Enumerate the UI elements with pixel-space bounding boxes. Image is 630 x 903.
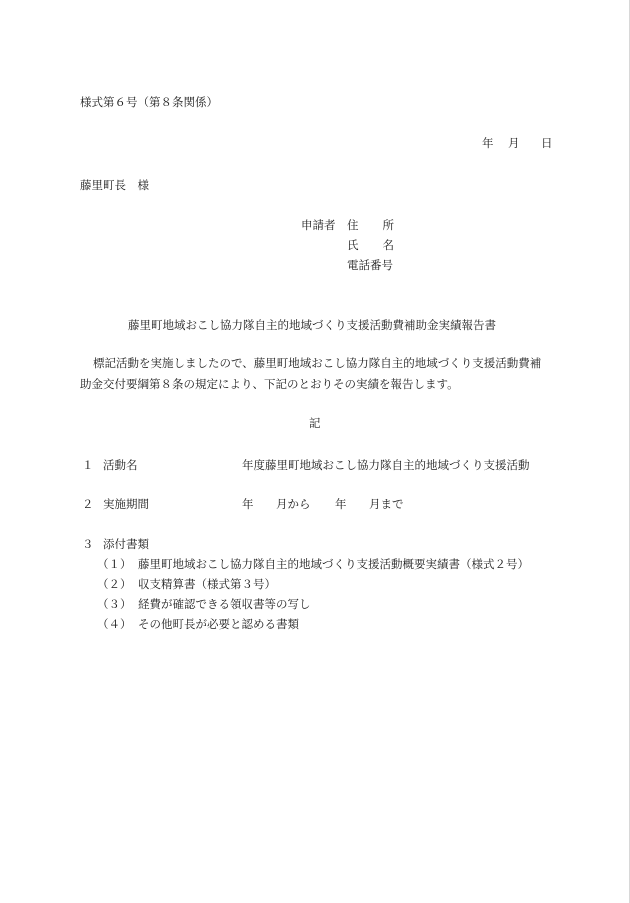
form-number: 様式第６号（第８条関係） xyxy=(80,95,218,109)
activity-name-label: 活動名 xyxy=(103,458,138,472)
document-title: 藤里町地域おこし協力隊自主的地域づくり支援活動費補助金実績報告書 xyxy=(128,318,496,332)
address-label-char: 所 xyxy=(382,218,394,232)
body-text-line: 標記活動を実施しましたので、藤里町地域おこし協力隊自主的地域づくり支援活動費補 xyxy=(93,356,542,370)
date-day-label: 日 xyxy=(541,136,553,150)
attachment-number: （２） xyxy=(97,577,132,591)
attachment-number: （３） xyxy=(97,597,132,611)
date-year-label: 年 xyxy=(482,136,494,150)
applicant-label: 申請者 xyxy=(301,218,336,232)
name-label-char: 氏 xyxy=(347,238,359,252)
attachments-label: 添付書類 xyxy=(103,537,149,551)
date-month-label: 月 xyxy=(508,136,520,150)
phone-label: 電話番号 xyxy=(347,258,393,272)
body-text-line: 助金交付要綱第８条の規定により、下記のとおりその実績を報告します。 xyxy=(80,377,459,391)
item-number: １ xyxy=(82,458,94,472)
address-label-char: 住 xyxy=(347,218,359,232)
addressee: 藤里町長 様 xyxy=(80,178,149,192)
name-label xyxy=(347,240,394,252)
period-end-month: 月まで xyxy=(369,497,404,511)
attachment-number: （４） xyxy=(97,617,132,631)
period-start-year: 年 xyxy=(242,497,254,511)
period-start-month: 月から xyxy=(276,497,311,511)
attachment-item: 収支精算書（様式第３号） xyxy=(138,577,276,591)
attachment-item: その他町長が必要と認める書類 xyxy=(138,617,299,631)
item-number: ３ xyxy=(82,537,94,551)
item-number: ２ xyxy=(82,497,94,511)
period-end-year: 年 xyxy=(335,497,347,511)
attachment-item: 藤里町地域おこし協力隊自主的地域づくり支援活動概要実績書（様式２号） xyxy=(138,557,529,571)
attachment-item: 経費が確認できる領収書等の写し xyxy=(138,597,311,611)
ki-heading: 記 xyxy=(309,416,321,430)
activity-name-value: 年度藤里町地域おこし協力隊自主的地域づくり支援活動 xyxy=(242,458,530,472)
name-label-char: 名 xyxy=(382,238,394,252)
address-label xyxy=(347,220,394,232)
attachment-number: （１） xyxy=(97,557,132,571)
period-label: 実施期間 xyxy=(103,497,149,511)
